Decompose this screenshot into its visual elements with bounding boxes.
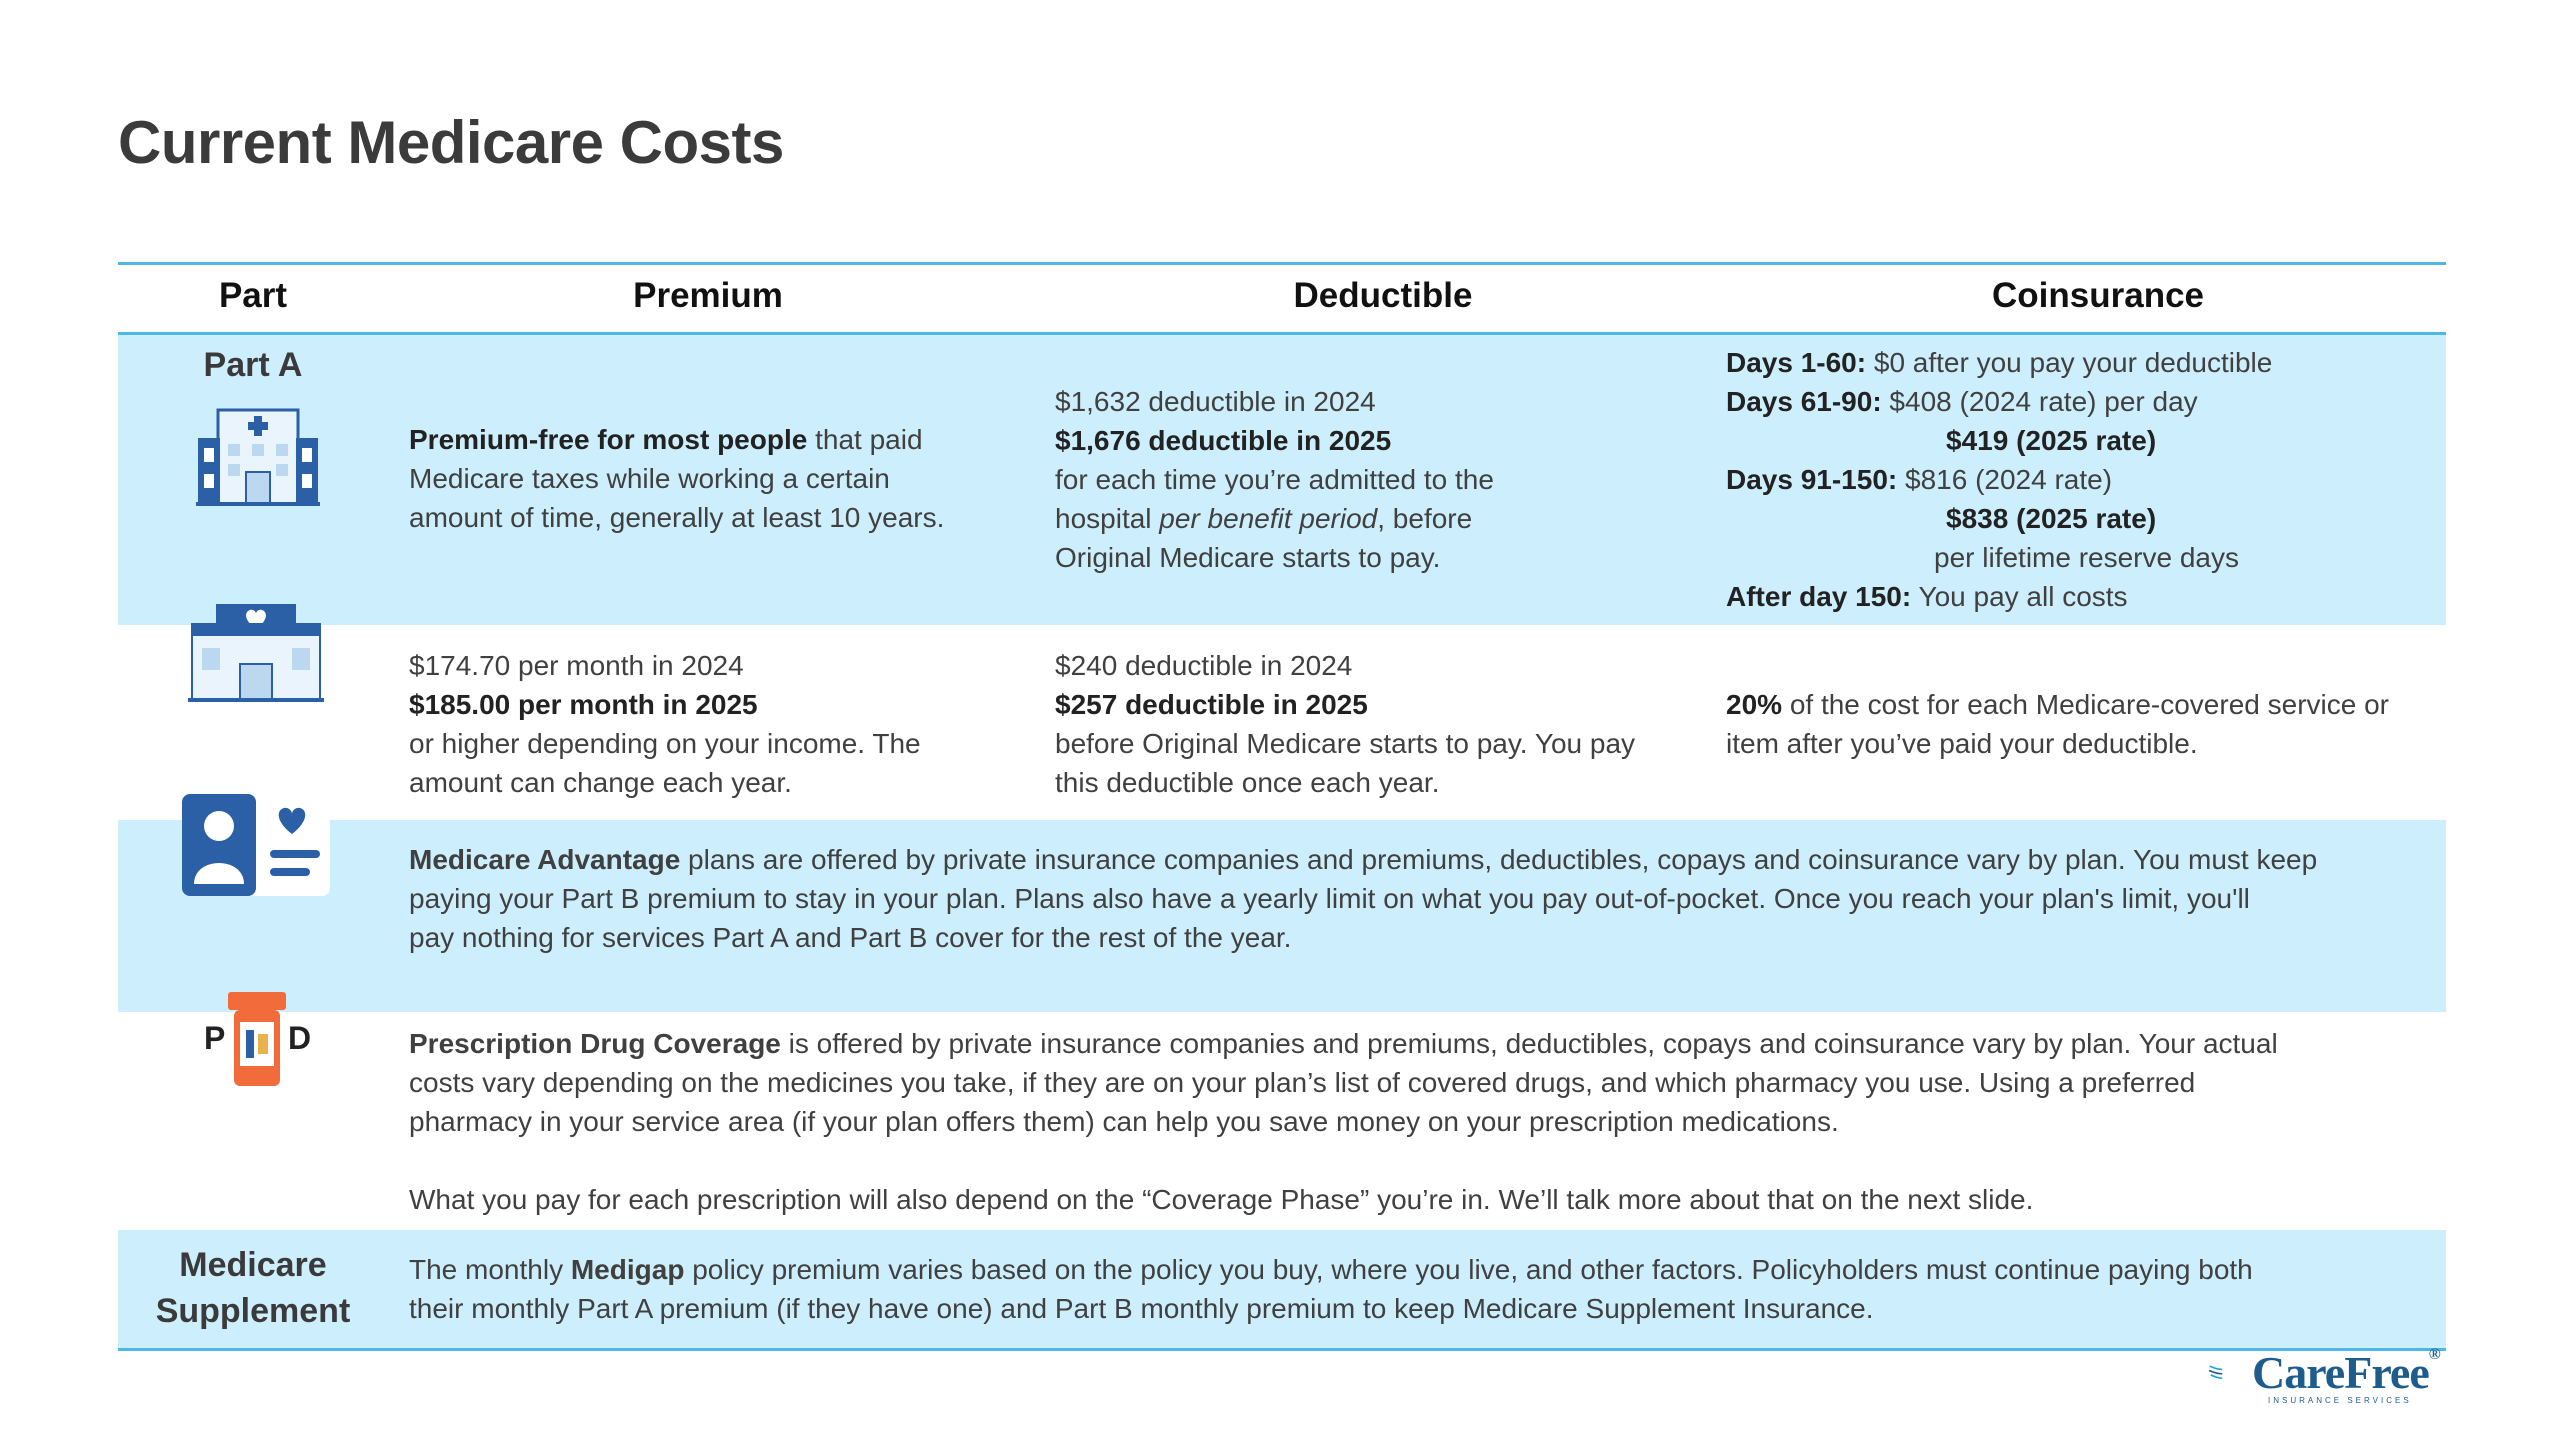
supplement-label: Medicare Supplement bbox=[155, 1246, 351, 1330]
part-a-label: Part A bbox=[203, 346, 303, 384]
part-a-coinsurance: Days 1-60: $0 after you pay your deductible Days 61-90: $408 (2024 rate) per day $419 (2025 rate) Days 91-150: $816 (2024 rate) $838 (2025 rate) per lifetime reserve days After day 150: You pay all costs bbox=[1726, 347, 2273, 612]
hospital-icon bbox=[196, 404, 320, 508]
table-top-rule bbox=[118, 262, 2446, 265]
clinic-icon bbox=[188, 602, 324, 706]
member-card-icon bbox=[180, 792, 332, 898]
header-coinsurance: Coinsurance bbox=[1992, 276, 2204, 315]
pill-bottle-icon bbox=[224, 990, 290, 1090]
part-d-icon-letter-d: D bbox=[288, 1020, 312, 1056]
header-deductible: Deductible bbox=[1293, 276, 1473, 315]
carefree-logo-tagline: INSURANCE SERVICES bbox=[2268, 1396, 2412, 1405]
part-d-icon-letter-p: P bbox=[204, 1020, 226, 1056]
part-b-deductible: $240 deductible in 2024 $257 deductible in 2025 before Original Medicare starts to pay. You pay this deductible once each year. bbox=[1055, 650, 1636, 798]
part-b-premium: $174.70 per month in 2024 $185.00 per month in 2025 or higher depending on your income. The amount can change each year. bbox=[409, 650, 921, 798]
part-a-premium: Premium-free for most people that paid Medicare taxes while working a certain amount of time, generally at least 10 years. bbox=[409, 424, 945, 533]
part-d-description: Prescription Drug Coverage is offered by private insurance companies and premiums, deductibles, copays and coinsurance vary by plan. Your actual costs vary depending on the medicines you take, if they are on your plan’s list of covered drugs, and which pharmacy you use. Using a preferred pharmacy in your service area (if your plan offers them) can help you save money on your prescription medications. What you pay for each prescription will also depend on the “Coverage Phase” you’re in. We’ll talk more about that on the next slide. bbox=[409, 1028, 2278, 1215]
table-bottom-rule bbox=[118, 1348, 2446, 1351]
part-d-icon bbox=[204, 990, 314, 1090]
part-a-deductible: $1,632 deductible in 2024 $1,676 deductible in 2025 for each time you’re admitted to the hospital per benefit period, before Original Medicare starts to pay. bbox=[1055, 386, 1494, 573]
header-part: Part bbox=[218, 276, 288, 315]
header-bottom-rule bbox=[118, 332, 2446, 335]
part-b-coinsurance: 20% of the cost for each Medicare-covered service or item after you’ve paid your deductible. bbox=[1726, 689, 2389, 759]
carefree-logo-text: CareFree® bbox=[2252, 1346, 2440, 1398]
supplement-description: The monthly Medigap policy premium varies based on the policy you buy, where you live, and other factors. Policyholders must continue paying both their monthly Part A premium (if they have one) and Part B monthly premium to keep Medicare Supplement Insurance. bbox=[409, 1254, 2253, 1324]
page-title: Current Medicare Costs bbox=[118, 109, 784, 176]
part-c-description: Medicare Advantage plans are offered by private insurance companies and premiums, deductibles, copays and coinsurance vary by plan. You must keep paying your Part B premium to stay in your plan. Plans also have a yearly limit on what you pay out-of-pocket. Once you reach your plan's limit, you'll pay nothing for services Part A and Part B cover for the rest of the year. bbox=[409, 844, 2318, 953]
header-premium: Premium bbox=[633, 276, 783, 315]
medicare-costs-table bbox=[118, 262, 2446, 1354]
